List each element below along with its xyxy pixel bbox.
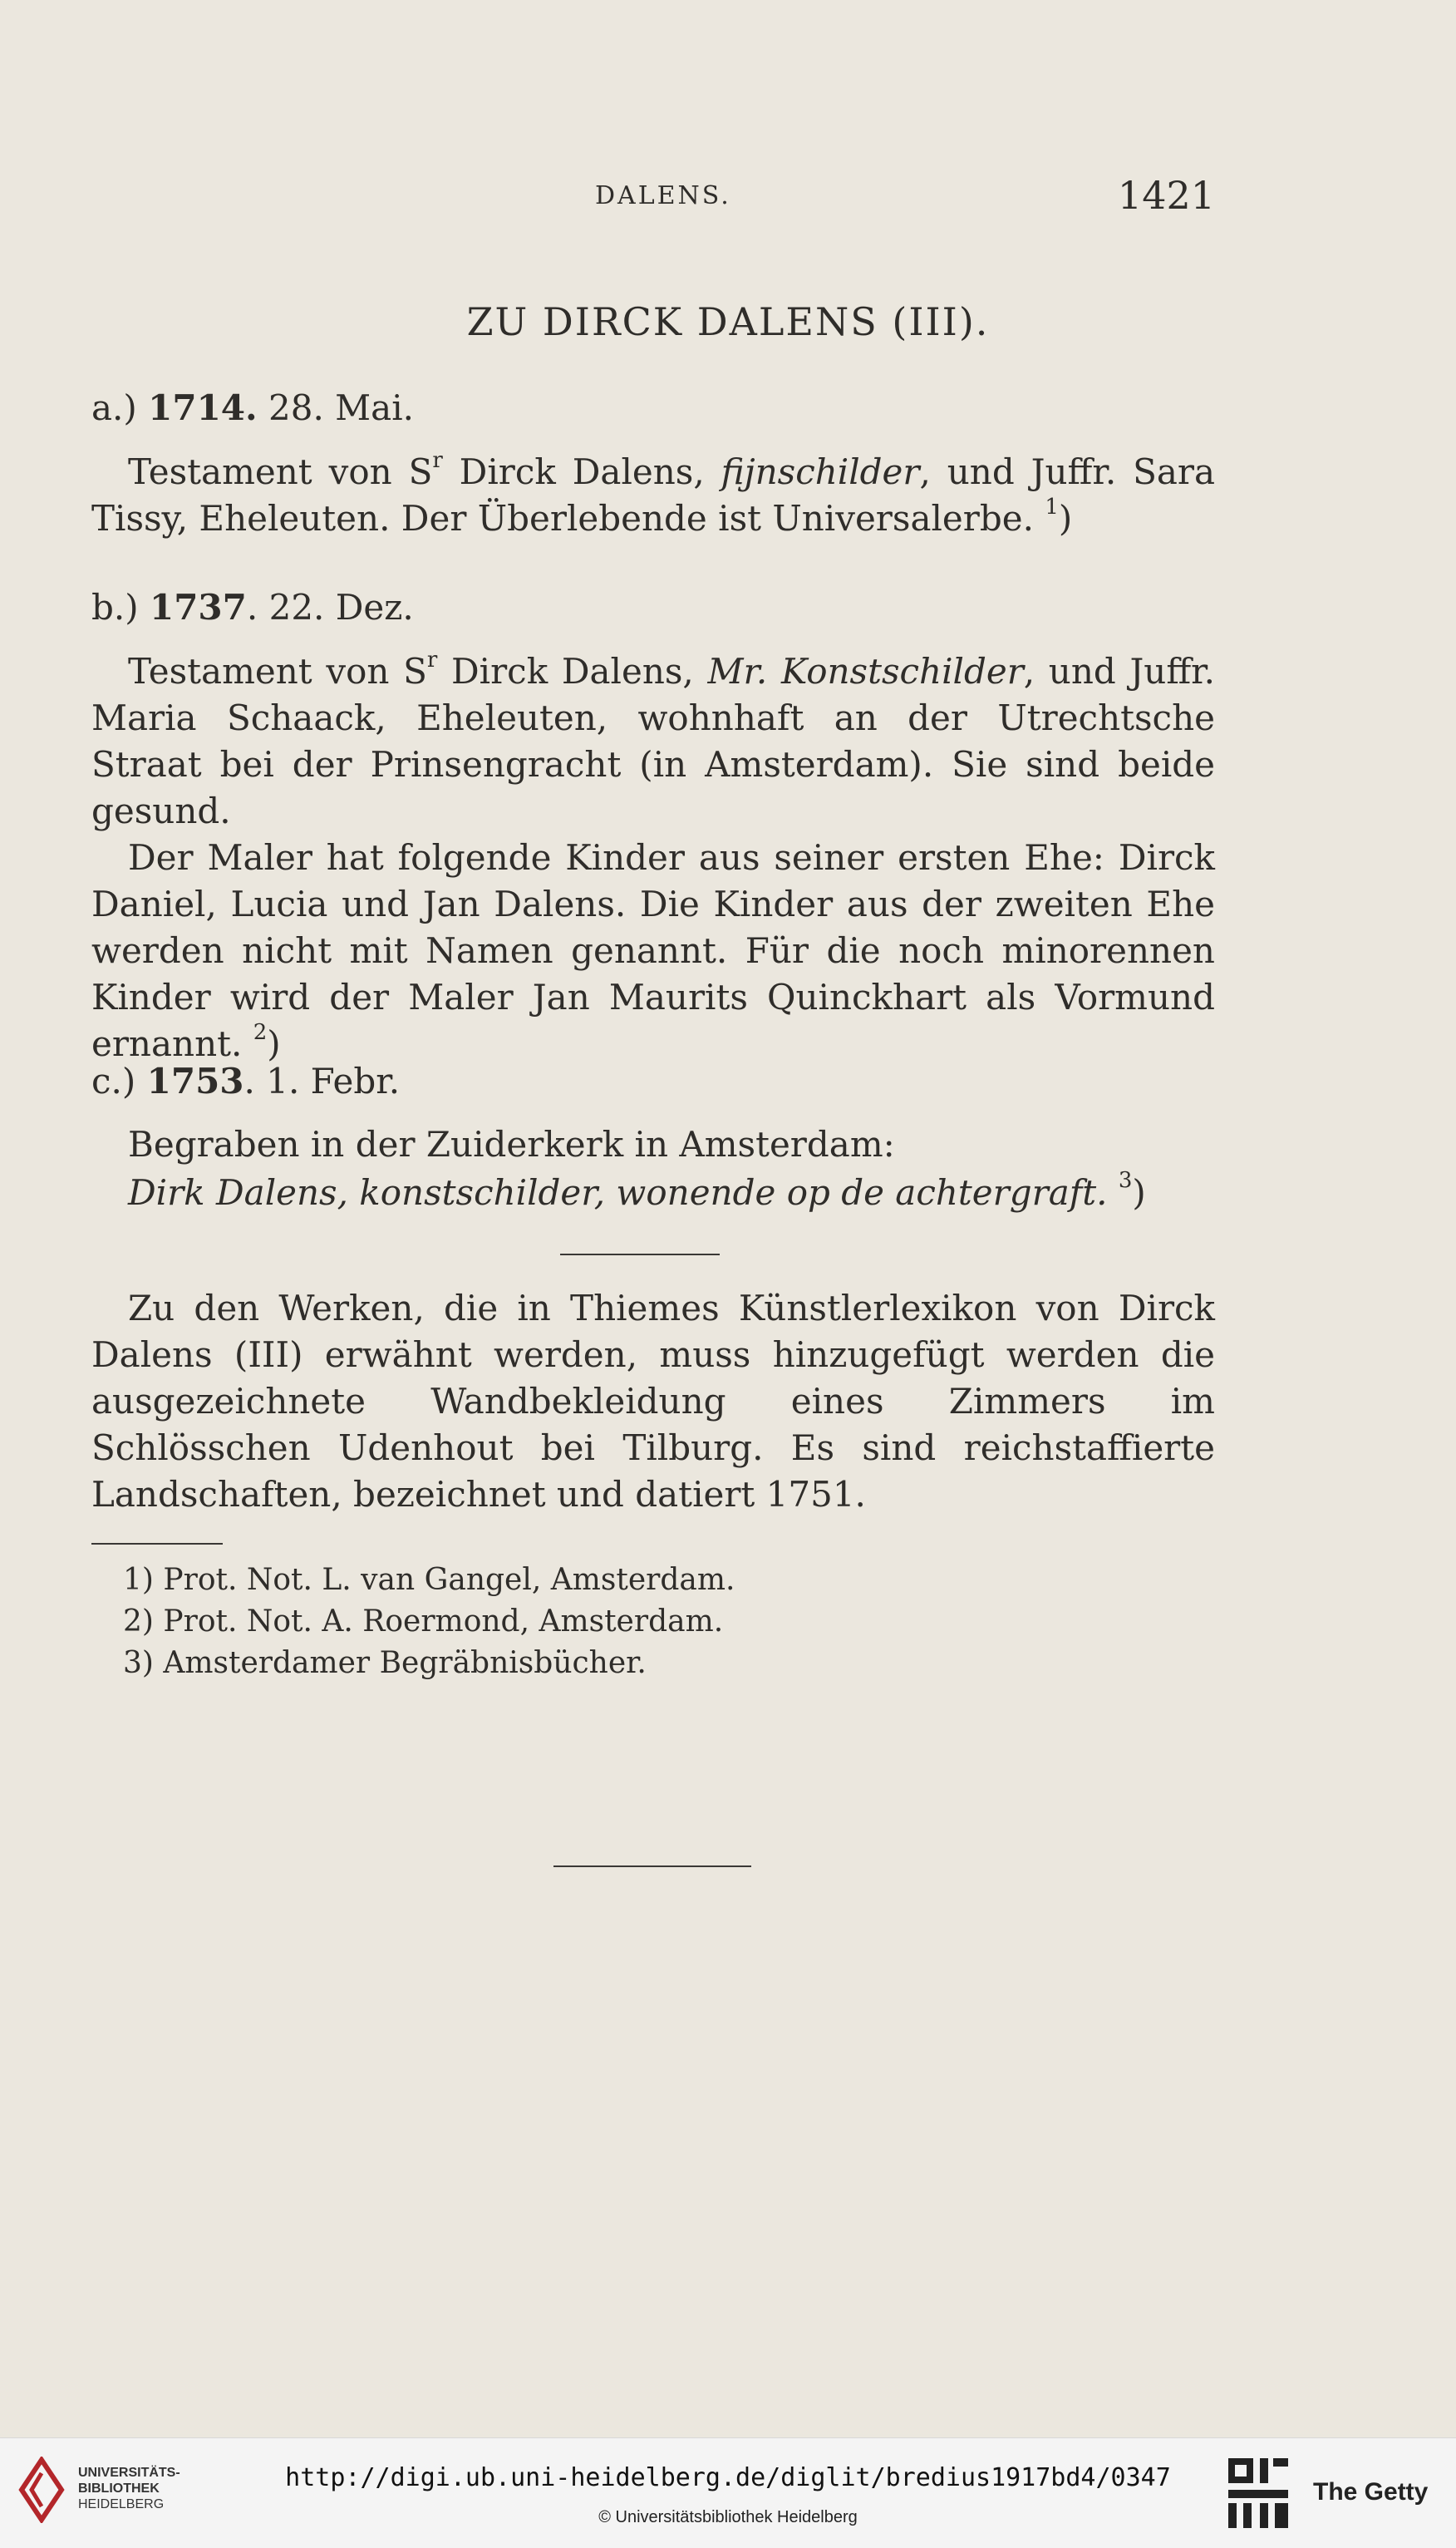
text-run: S [408, 451, 433, 492]
text-run: Testament von [128, 451, 392, 492]
entry-c-text: Begraben in der Zuiderkerk in Amsterdam: Dirk Dalens, konstschilder, wonende op de achtergraft. $^3$) [128, 1121, 1146, 1217]
footnote-item: 3) Amsterdamer Begräbnisbücher. [123, 1646, 647, 1680]
library-line: BIBLIOTHEK [78, 2481, 160, 2496]
quote-line: Begraben in der Zuiderkerk in Amsterdam: [128, 1124, 895, 1165]
getty-logo-icon[interactable] [1223, 2453, 1293, 2533]
page-number: 1421 [1117, 173, 1215, 218]
running-head [91, 173, 1215, 223]
text-run: Dirck Dalens, [437, 651, 708, 692]
copyright-notice: © Universitätsbibliothek Heidelberg [598, 2508, 858, 2526]
entry-date: . 1. Febr. [243, 1061, 401, 1102]
entry-b-heading [91, 587, 414, 628]
getty-name: The Getty [1313, 2478, 1429, 2506]
library-line: UNIVERSITÄTS- [78, 2466, 180, 2480]
text-run: Der Maler hat folgende Kinder aus seiner ersten Ehe: Dirck Daniel, Lucia und Jan Dalens. Die Kinder aus der zweiten Ehe werden nicht mit Namen genannt. Für die noch minorennen Kinder wird der Maler Jan Maurits Quinckhart als Vormund ernannt. [91, 837, 1215, 1064]
superscript: r [426, 648, 438, 673]
italic-term: Mr. Konstschilder [707, 651, 1024, 692]
end-rule [553, 1865, 751, 1867]
text-run: , und Juffr. Maria Schaack, Eheleuten, wohnhaft an der Utrechtsche Straat bei der Prinsengracht (in Amsterdam). Sie sind beide gesund. [91, 651, 1215, 831]
entry-date: 28. Mai. [268, 387, 415, 428]
italic-term: fijnschilder [721, 451, 920, 492]
permalink-url[interactable]: http://digi.ub.uni-heidelberg.de/diglit/bredius1917bd4/0347 [285, 2463, 1171, 2492]
entry-b-text: Testament von $S^r$ Dirck Dalens, Mr. Konstschilder, und Juffr. Maria Schaack, Eheleuten, wohnhaft an der Utrechtsche Straat bei der Prinsengracht (in Amsterdam). Sie sind beide gesund. Der Maler hat folgende Kinder aus seiner ersten Ehe: Dirck Daniel, Lucia und Jan Dalens. Die Kinder aus der zweiten Ehe werden nicht mit Namen genannt. Für die noch minorennen Kinder wird der Maler Jan Maurits Quinckhart als Vormund ernannt. $^2$) [91, 648, 1215, 1064]
footnote-ref: 3 [1118, 1168, 1133, 1193]
footnote-item: 2) Prot. Not. A. Roermond, Amsterdam. [123, 1604, 724, 1639]
library-line: HEIDELBERG [78, 2497, 165, 2511]
text-run: Dirck Dalens, [442, 451, 721, 492]
closing-paragraph [91, 1285, 1215, 1518]
entry-label: b.) [91, 587, 139, 628]
superscript: r [432, 448, 443, 473]
entry-a-text: Testament von $S^r$ Dirck Dalens, fijnschilder, und Juffr. Sara Tissy, Eheleuten. Der Überlebende ist Universalerbe. $^1$) [91, 448, 1215, 539]
running-title: DALENS. [595, 181, 731, 210]
footnote-ref: 2 [253, 1020, 268, 1045]
quote-italic-line: Dirk Dalens, konstschilder, wonende op de achtergraft. [128, 1172, 1108, 1213]
entry-year: 1737 [149, 587, 247, 628]
footer-bar [0, 2437, 1456, 2548]
entry-year: 1753 [146, 1061, 244, 1102]
text-run: Testament von [128, 651, 390, 692]
entry-label: a.) [91, 387, 137, 428]
entry-date: . 22. Dez. [246, 587, 414, 628]
entry-c-heading [91, 1061, 400, 1102]
text-run: , und Juffr. Sara Tissy, Eheleuten. Der Überlebende ist Universalerbe. [91, 451, 1215, 539]
footnotes [123, 1560, 735, 1684]
footnote-item: 1) Prot. Not. L. van Gangel, Amsterdam. [123, 1563, 735, 1597]
entry-year: 1714. [148, 387, 258, 428]
footnote-rule [91, 1543, 223, 1545]
entry-a-heading [91, 387, 414, 428]
entry-label: c.) [91, 1061, 136, 1102]
section-divider [560, 1254, 720, 1255]
article-title: ZU DIRCK DALENS (III). [466, 299, 990, 344]
closing-text: Zu den Werken, die in Thiemes Künstlerlexikon von Dirck Dalens (III) erwähnt werden, muss hinzugefügt werden die ausgezeichnete Wandbekleidung eines Zimmers im Schlösschen Udenhout bei Tilburg. Es sind reichstaffierte Landschaften, bezeichnet und datiert 1751. [91, 1288, 1215, 1515]
footnote-ref: 1 [1045, 495, 1059, 520]
text-run: S [403, 651, 427, 692]
